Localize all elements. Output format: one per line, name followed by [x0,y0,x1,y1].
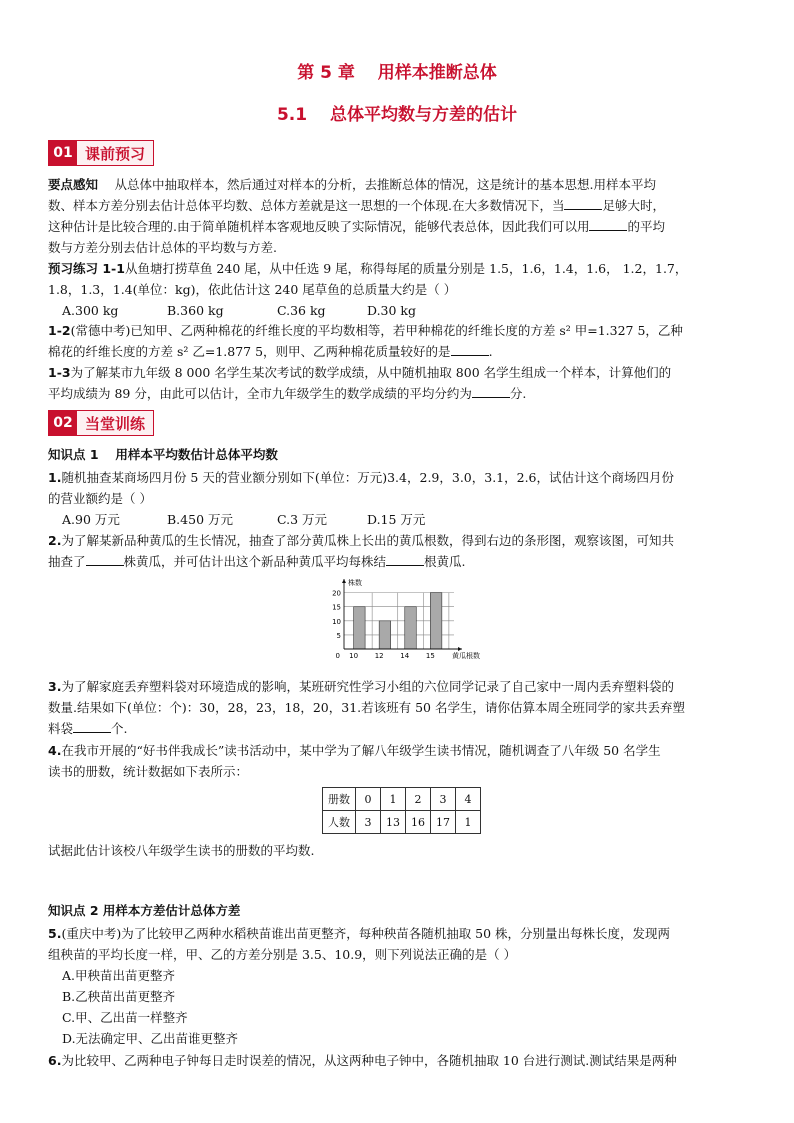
exercise-label: 1-2 [48,323,71,338]
x-tick-label: 14 [400,652,410,660]
cucumber-bar-chart [322,575,480,667]
y-tick-label: 15 [332,603,341,612]
x-tick-label: 10 [349,652,359,660]
text-line: 根黄瓜. [424,554,466,569]
table-cell: 13 [381,811,406,834]
y-axis-arrow [342,579,346,583]
key-points-paragraph [48,174,748,258]
table-cell: 2 [406,788,431,811]
section-label: 当堂训练 [77,411,153,435]
question-6 [48,1050,748,1071]
question-5 [48,923,748,1049]
bar [430,593,442,649]
answer-blank[interactable] [589,217,627,231]
section-number: 01 [49,141,77,165]
y-axis-label: 株数 [348,579,362,587]
answer-blank[interactable] [472,384,510,398]
text-line: (重庆中考)为了比较甲乙两种水稻秧苗谁出苗更整齐，每种秧苗各随机抽取 50 株，分别量出每株长度，发现两 [61,926,671,941]
text-line: 读书的册数，统计数据如下表所示： [48,764,249,779]
table-cell: 3 [356,811,381,834]
books-stat-table [322,787,481,834]
text-line: 分. [509,386,527,401]
text-line: 平均成绩为 89 分，由此可以估计，全市九年级学生的数学成绩的平均分约为 [48,386,472,401]
text-line: 为了解某新品种黄瓜的生长情况，抽查了部分黄瓜株上长出的黄瓜根数，得到右边的条形图，观察该图，可知共 [61,533,674,548]
option-d: D.无法确定甲、乙出苗谁更整齐 [62,1031,239,1046]
option-a: A.300 kg [62,303,119,318]
option-d: D.15 万元 [367,512,426,527]
option-c: C.甲、乙出苗一样整齐 [62,1010,188,1025]
question-3 [48,676,748,739]
question-2 [48,530,748,572]
question-number: 1. [48,470,62,485]
question-number: 4. [48,743,62,758]
answer-blank[interactable] [451,342,489,356]
question-number: 3. [48,679,62,694]
exercise-label: 预习练习 1-1 [48,261,125,276]
text-line: 足够大时， [602,198,665,213]
preview-exercise-2 [48,320,748,362]
option-c: C.3 万元 [277,512,328,527]
section-label: 课前预习 [77,141,153,165]
option-d: D.30 kg [367,303,417,318]
text-line: 个. [111,721,128,736]
bar [405,607,417,649]
text-line: (常德中考)已知甲、乙两种棉花的纤维长度的平均数相等，若甲种棉花的纤维长度的方差 s² 甲=1.327 5，乙种 [70,323,683,338]
x-tick-label: 15 [425,652,435,660]
bar [379,621,391,649]
section-title: 5.1 总体平均数与方差的估计 [276,105,518,125]
y-tick-label: 20 [332,589,341,598]
text-line: 抽查了 [48,554,86,569]
text-line: 从总体中抽取样本，然后通过对样本的分析，去推断总体的情况，这是统计的基本思想.用样本平均 [114,177,656,192]
text-line: 数与方差分别去估计总体的平均数与方差. [48,240,277,255]
x-axis-arrow [458,647,462,651]
table-cell: 1 [381,788,406,811]
text-line: 组秧苗的平均长度一样，甲、乙的方差分别是 3.5、10.9，则下列说法正确的是（ ） [48,947,517,962]
question-number: 6. [48,1053,62,1068]
table-cell: 1 [456,811,481,834]
question-4 [48,740,748,782]
text-line: 为比较甲、乙两种电子钟每日走时误差的情况，从这两种电子钟中，各随机抽取 10 台进行测试.测试结果是两种 [61,1053,677,1068]
option-c: C.36 kg [277,303,326,318]
table-cell: 册数 [323,788,356,811]
question-number: 2. [48,533,62,548]
chapter-title: 第 5 章 用样本推断总体 [297,63,497,83]
key-points-label: 要点感知 [48,177,99,192]
section-header-training [48,410,154,436]
text-line: 为了解家庭丢弃塑料袋对环境造成的影响，某班研究性学习小组的六位同学记录了自己家中一周内丢弃塑料袋的 [61,679,674,694]
option-a: A.甲秧苗出苗更整齐 [62,968,176,983]
preview-exercise-3 [48,362,748,404]
y-tick-label: 5 [336,631,341,640]
option-b: B.乙秧苗出苗更整齐 [62,989,176,1004]
question-number: 5. [48,926,62,941]
exercise-label: 1-3 [48,365,71,380]
bar [354,607,366,649]
text-line: 株黄瓜，并可估计出这个新品种黄瓜平均每株结 [123,554,387,569]
question-4-instruction: 试据此估计该校八年级学生读书的册数的平均数. [48,843,315,858]
table-cell: 0 [356,788,381,811]
text-line: 的营业额约是（ ） [48,491,152,506]
origin-label: 0 [335,652,340,660]
text-line: 在我市开展的“好书伴我成长”读书活动中，某中学为了解八年级学生读书情况，随机调查了八年级 50 名学生 [61,743,661,758]
knowledge-point-1: 知识点 1 用样本平均数估计总体平均数 [48,447,278,462]
text-line: 的平均 [627,219,665,234]
text-line: 从鱼塘打捞草鱼 240 尾，从中任选 9 尾，称得每尾的质量分别是 1.5，1.6，1.4，1.6， 1.2，1.7， [124,261,688,276]
y-tick-label: 10 [332,617,341,626]
text-line: 为了解某市九年级 8 000 名学生某次考试的数学成绩，从中随机抽取 800 名学生组成一个样本，计算他们的 [70,365,672,380]
option-a: A.90 万元 [62,512,120,527]
text-line: 这种估计是比较合理的.由于简单随机样本客观地反映了实际情况，能够代表总体，因此我们可以用 [48,219,590,234]
table-cell: 人数 [323,811,356,834]
text-line: 数、样本方差分别去估计总体平均数、总体方差就是这一思想的一个体现.在大多数情况下，当 [48,198,565,213]
answer-blank[interactable] [564,196,602,210]
table-cell: 16 [406,811,431,834]
text-line: 1.8，1.3，1.4(单位：kg)，依此估计这 240 尾草鱼的总质量大约是（ ） [48,282,457,297]
text-line: 棉花的纤维长度的方差 s² 乙=1.877 5，则甲、乙两种棉花质量较好的是 [48,344,451,359]
table-row [323,811,481,834]
text-line: . [488,344,493,359]
section-header-preview [48,140,154,166]
x-tick-label: 12 [374,652,384,660]
question-1 [48,467,748,530]
answer-blank[interactable] [86,552,124,566]
answer-blank[interactable] [73,719,111,733]
text-line: 随机抽查某商场四月份 5 天的营业额分别如下(单位：万元)3.4，2.9，3.0，3.1，2.6，试估计这个商场四月份 [61,470,675,485]
table-cell: 4 [456,788,481,811]
table-cell: 3 [431,788,456,811]
x-axis-label: 黄瓜根数 [452,652,480,660]
preview-exercise-1 [48,258,748,321]
table-row [323,788,481,811]
option-b: B.360 kg [167,303,224,318]
option-b: B.450 万元 [167,512,233,527]
text-line: 数量.结果如下(单位：个)：30，28，23，18，20，31.若该班有 50 名学生，请你估算本周全班同学的家共丢弃塑 [48,700,685,715]
answer-blank[interactable] [386,552,424,566]
table-cell: 17 [431,811,456,834]
text-line: 料袋 [48,721,74,736]
section-number: 02 [49,411,77,435]
knowledge-point-2: 知识点 2 用样本方差估计总体方差 [48,903,241,918]
